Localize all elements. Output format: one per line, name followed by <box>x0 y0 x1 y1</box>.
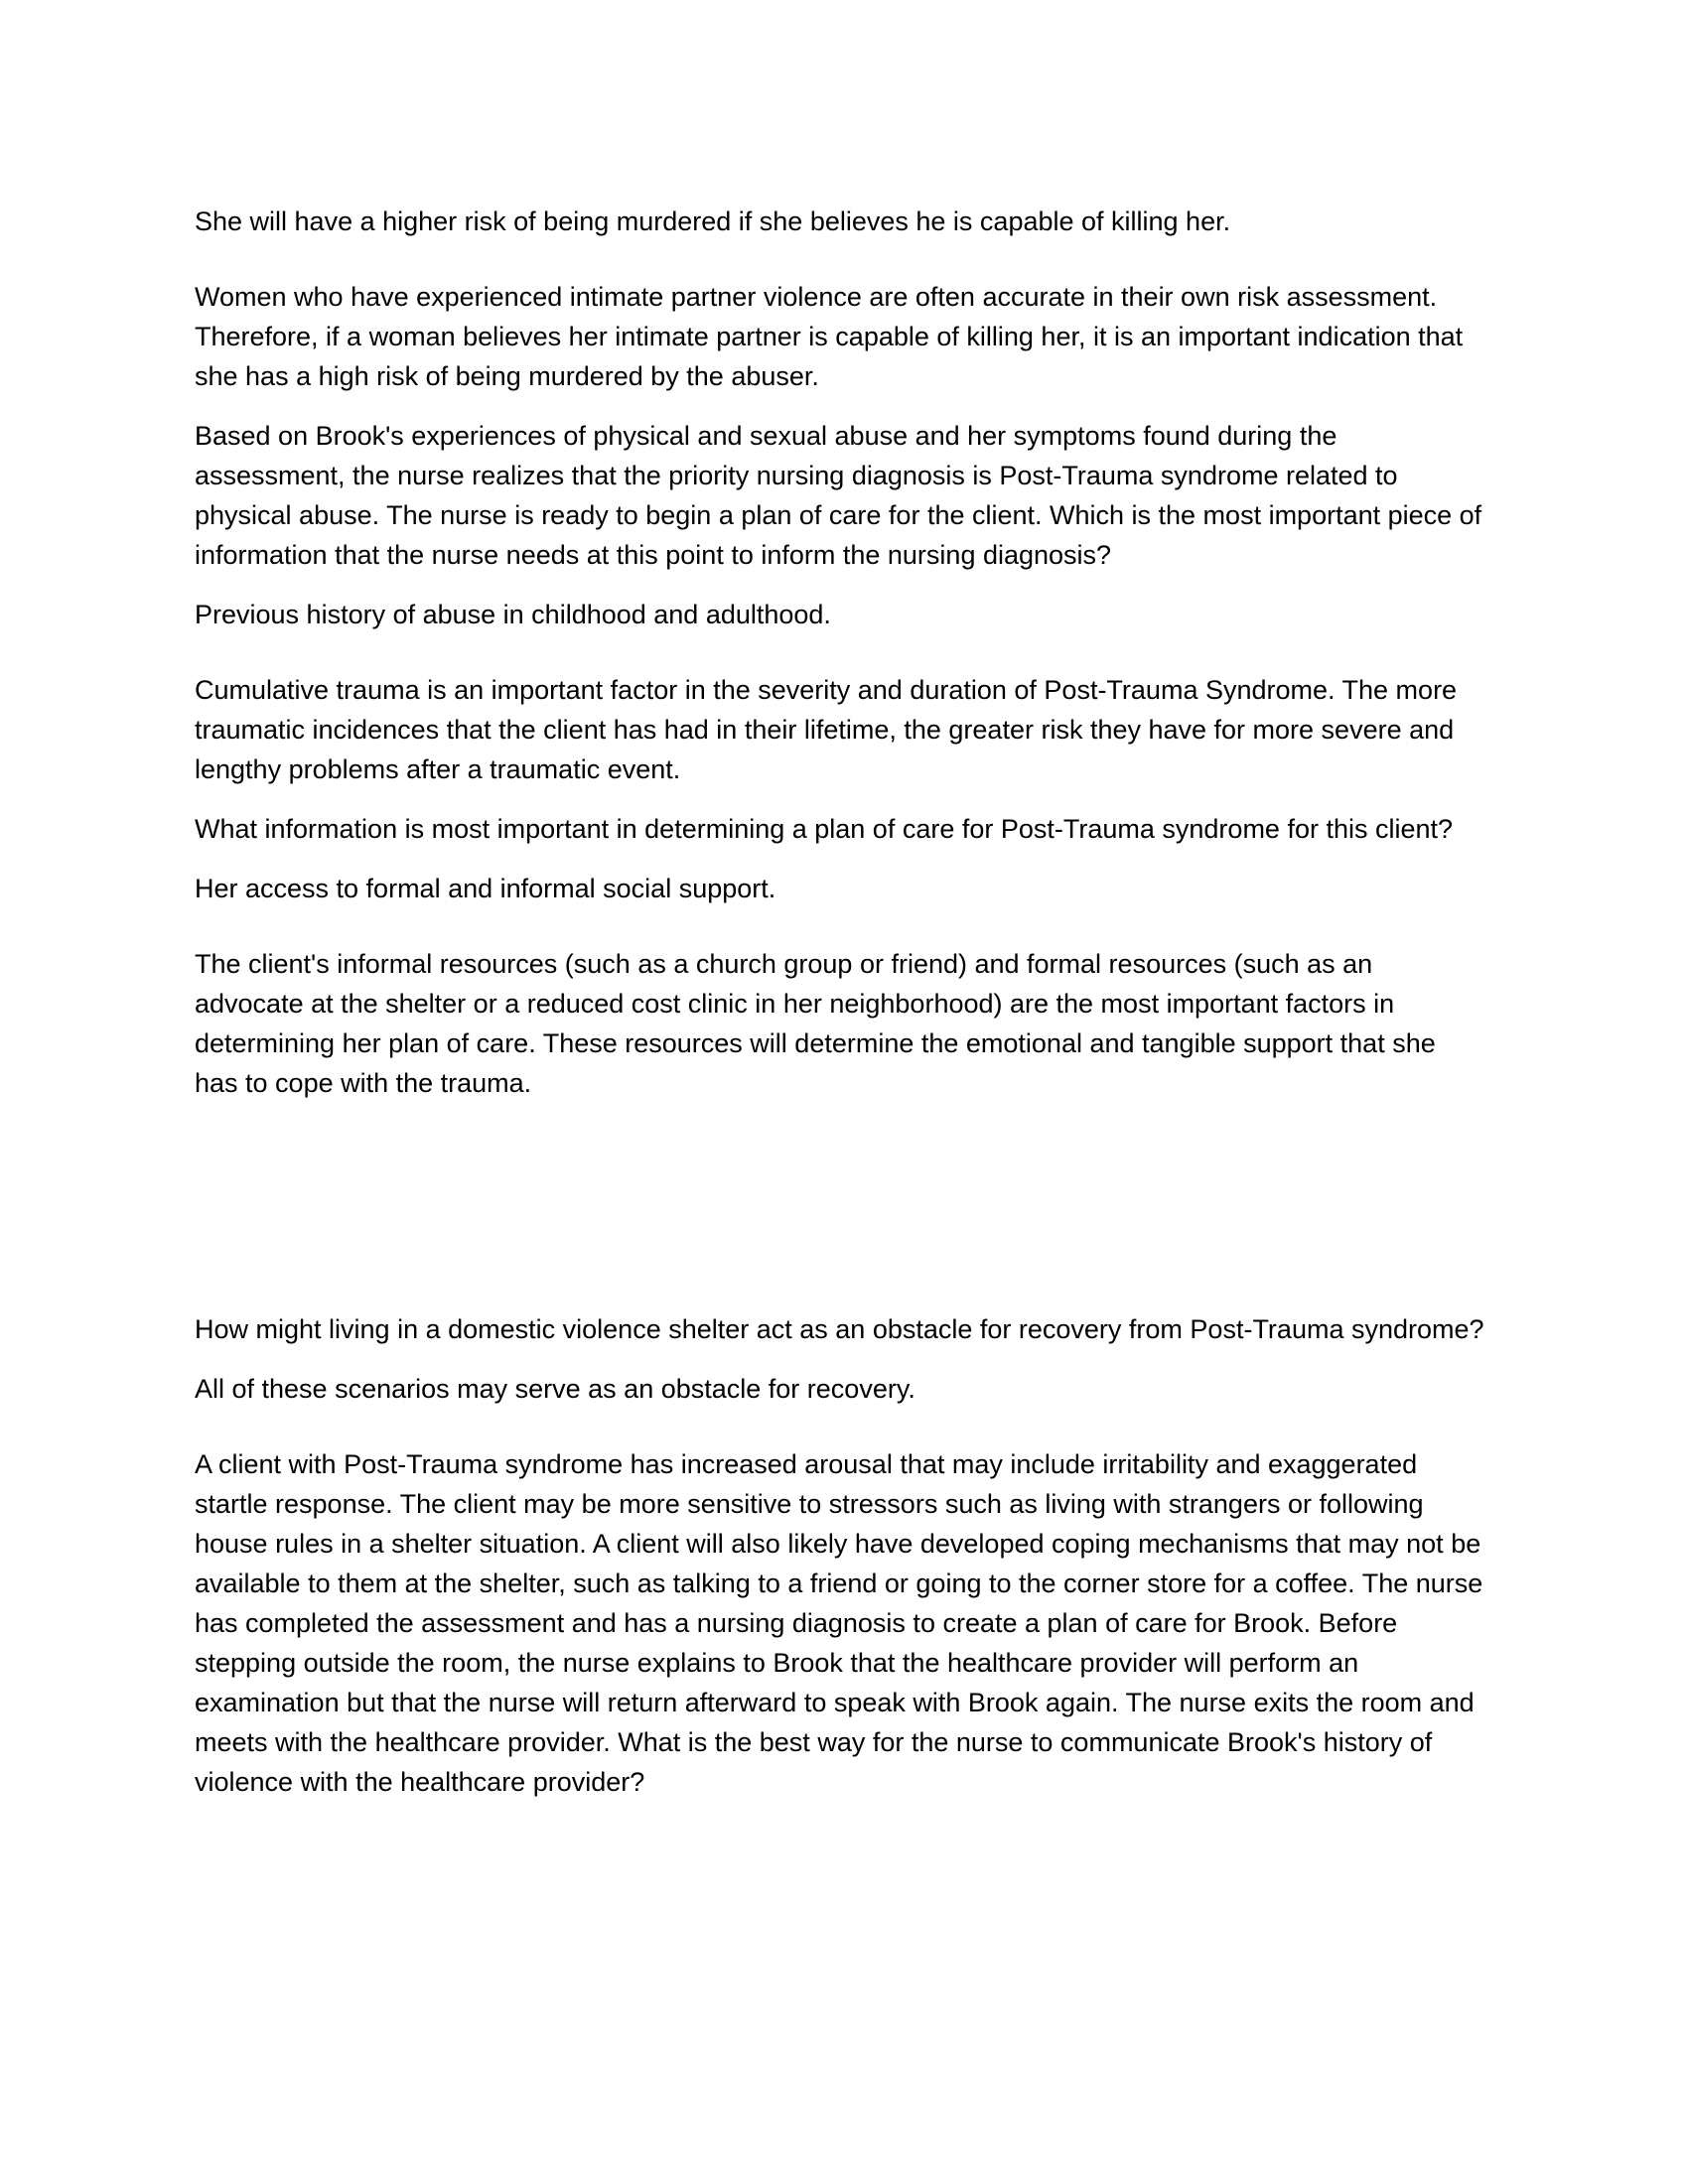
question-priority-information: Based on Brook's experiences of physical and sexual abuse and her symptoms found during the assessment, the nurse realizes that the priority nursing diagnosis is Post-Trauma syndrome related to physical abuse. The nurse is ready to begin a plan of care for the client. Which is the most important piece of information that the nurse needs at this point to inform the nursing diagnosis? <box>195 421 1482 570</box>
answer-murder-risk: She will have a higher risk of being murdered if she believes he is capable of killing her. <box>195 206 1231 236</box>
document-body <box>195 202 1485 1802</box>
rationale-resources: The client's informal resources (such as a church group or friend) and formal resources (such as an advocate at the shelter or a reduced cost clinic in her neighborhood) are the most important factors in determining her plan of care. These resources will determine the emotional and tangible support that she has to cope with the trauma. <box>195 949 1436 1098</box>
rationale-increased-arousal: A client with Post-Trauma syndrome has increased arousal that may include irritability and exaggerated startle response. The client may be more sensitive to stressors such as living with strangers or following house rules in a shelter situation. A client will also likely have developed coping mechanisms that may not be available to them at the shelter, such as talking to a friend or going to the corner store for a coffee. The nurse has completed the assessment and has a nursing diagnosis to create a plan of care for Brook. Before stepping outside the room, the nurse explains to Brook that the healthcare provider will perform an examination but that the nurse will return afterward to speak with Brook again. The nurse exits the room and meets with the healthcare provider. What is the best way for the nurse to communicate Brook's history of violence with the healthcare provider? <box>195 1449 1483 1797</box>
answer-all-scenarios: All of these scenarios may serve as an obstacle for recovery. <box>195 1374 915 1404</box>
rationale-cumulative-trauma: Cumulative trauma is an important factor in the severity and duration of Post-Trauma Syndrome. The more traumatic incidences that the client has had in their lifetime, the greater risk they have for more severe and lengthy problems after a traumatic event. <box>195 675 1458 784</box>
question-plan-of-care: What information is most important in determining a plan of care for Post-Trauma syndrome for this client? <box>195 814 1454 844</box>
answer-social-support: Her access to formal and informal social support. <box>195 874 776 903</box>
rationale-risk-assessment: Women who have experienced intimate partner violence are often accurate in their own risk assessment. Therefore, if a woman believes her intimate partner is capable of killing her, it is an important indication that she has a high risk of being murdered by the abuser. <box>195 282 1464 391</box>
answer-abuse-history: Previous history of abuse in childhood and adulthood. <box>195 600 831 629</box>
question-shelter-obstacle: How might living in a domestic violence shelter act as an obstacle for recovery from Post-Trauma syndrome? <box>195 1314 1484 1344</box>
